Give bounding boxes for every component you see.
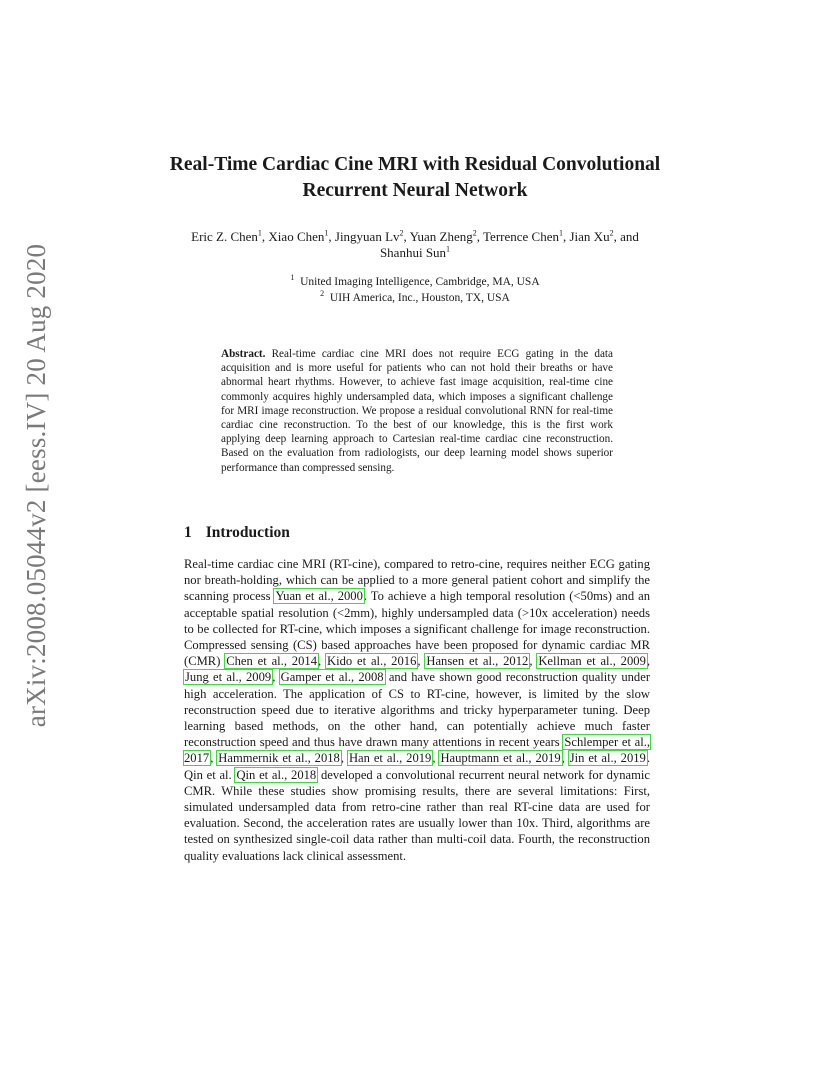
- section-title: Introduction: [205, 524, 290, 541]
- abstract-text: Real-time cardiac cine MRI does not require ECG gating in the data acquisition and is more useful for patients who can not hold their breaths or have abnormal heart rhythms. However, to achieve fast image acquisition, real-time cine commonly acquires highly undersampled data, which imposes a significant challenge for MRI image reconstruction. We propose a residual convolutional RNN for real-time cardiac cine reconstruction. To the best of our knowledge, this is the first work applying deep learning approach to Cartesian real-time cardiac cine reconstruction. Based on the evaluation from radiologists, our deep learning model shows superior performance than compressed sensing.: [221, 348, 614, 474]
- section-heading: [184, 524, 290, 542]
- paragraph-text: ,: [210, 751, 218, 766]
- author-separator: , and: [613, 229, 639, 244]
- affiliation-list: [200, 274, 630, 306]
- affiliation-number: 2: [320, 289, 325, 299]
- citation-link[interactable]: Kido et al., 2016: [327, 654, 417, 669]
- citation-link[interactable]: Hauptmann et al., 2019: [440, 751, 561, 766]
- paragraph-text: . Qin et al.: [184, 751, 651, 782]
- author-affiliation-marker: 2: [399, 228, 404, 238]
- intro-paragraph: [184, 556, 650, 864]
- author-affiliation-marker: 1: [324, 228, 329, 238]
- paragraph-text: ,: [340, 751, 348, 766]
- affiliation: [200, 274, 630, 290]
- author-affiliation-marker: 2: [609, 228, 614, 238]
- paper-title: Real-Time Cardiac Cine MRI with Residual Convolutional Recurrent Neural Network: [169, 154, 661, 201]
- author-separator: ,: [403, 229, 410, 244]
- citation-link[interactable]: Han et al., 2019: [348, 751, 432, 766]
- paragraph-text: ,: [646, 654, 651, 669]
- citation-link[interactable]: Hammernik et al., 2018: [218, 751, 340, 766]
- arxiv-identifier: arXiv:2008.05044v2 [eess.IV] 20 Aug 2020: [21, 243, 52, 727]
- author-affiliation-marker: 1: [446, 244, 451, 254]
- paragraph-text: ,: [529, 654, 538, 669]
- paragraph-text: developed a convolutional recurrent neural network for dynamic CMR. While these studies show promising results, there are several limitations: First, simulated undersampled data from retro-cine rather than real RT-cine data are used for evaluation. Second, the acceleration rates are usually lower than 10x. Third, algorithms are tested on synthesized single-coil data rather than multi-coil data. Fourth, the reconstruction quality evaluations lack clinical assessment.: [184, 767, 650, 863]
- citation-link[interactable]: Chen et al., 2014: [226, 654, 317, 669]
- affiliation-number: 1: [290, 273, 295, 283]
- citation-link[interactable]: Jin et al., 2019: [569, 751, 646, 766]
- paragraph-text: ,: [272, 670, 280, 685]
- author-separator: ,: [476, 229, 484, 244]
- affiliation-text: United Imaging Intelligence, Cambridge, MA, USA: [294, 276, 540, 288]
- paragraph-text: ,: [561, 751, 569, 766]
- citation-link[interactable]: Qin et al., 2018: [236, 767, 317, 782]
- paragraph-text: ,: [432, 751, 440, 766]
- paragraph-text: Real-time cardiac cine MRI (RT-cine), compared to retro-cine, requires neither ECG gating nor breath-holding, which can be applied to a more general patient cohort and simplify the scanning process: [184, 557, 650, 604]
- author-name: Xiao Chen: [268, 229, 325, 244]
- author-name: Terrence Chen: [483, 229, 559, 244]
- paragraph-text: ,: [318, 654, 326, 669]
- author-name: Eric Z. Chen: [191, 229, 258, 244]
- citation-link[interactable]: Gamper et al., 2008: [280, 670, 384, 685]
- citation-link[interactable]: Kellman et al., 2009: [538, 654, 646, 669]
- author-separator: ,: [562, 229, 570, 244]
- author-affiliation-marker: 1: [257, 228, 262, 238]
- affiliation: [200, 290, 630, 306]
- citation-link[interactable]: Schlemper et al., 2017: [184, 735, 650, 766]
- citation-link[interactable]: Jung et al., 2009: [185, 670, 272, 685]
- arxiv-sidebar: [10, 243, 64, 727]
- author-name: Shanhui Sun: [379, 245, 447, 260]
- paragraph-text: . To achieve a high temporal resolution (<50ms) and an acceptable spatial resolution (<2mm), highly undersampled data (>10x acceleration) needs to be collected for RT-cine, which imposes a significant challenge for image reconstruction. Compressed sensing (CS) based approaches have been proposed for dynamic cardiac MR (CMR): [184, 589, 650, 669]
- citation-link[interactable]: Yuan et al., 2000: [275, 589, 363, 604]
- affiliation-text: UIH America, Inc., Houston, TX, USA: [324, 292, 510, 304]
- abstract-label: Abstract.: [221, 348, 266, 360]
- author-separator: ,: [328, 229, 335, 244]
- author-name: Jian Xu: [569, 229, 610, 244]
- citation-link[interactable]: Hansen et al., 2012: [426, 654, 529, 669]
- abstract: [221, 347, 613, 475]
- author-affiliation-marker: 2: [472, 228, 477, 238]
- author-separator: ,: [261, 229, 269, 244]
- author-affiliation-marker: 1: [558, 228, 563, 238]
- author-list: [175, 229, 655, 261]
- paragraph-text: and have shown good reconstruction quality under high acceleration. The application of CS to RT-cine, however, is limited by the slow reconstruction speed due to iterative algorithms and tricky hyperparameter tuning. Deep learning based methods, on the other hand, can potentially achieve much faster reconstruction speed and thus have drawn many attentions in recent years: [184, 670, 651, 750]
- section-number: 1: [184, 524, 192, 541]
- author-name: Jingyuan Lv: [334, 229, 400, 244]
- author-name: Yuan Zheng: [409, 229, 473, 244]
- paragraph-text: ,: [417, 654, 426, 669]
